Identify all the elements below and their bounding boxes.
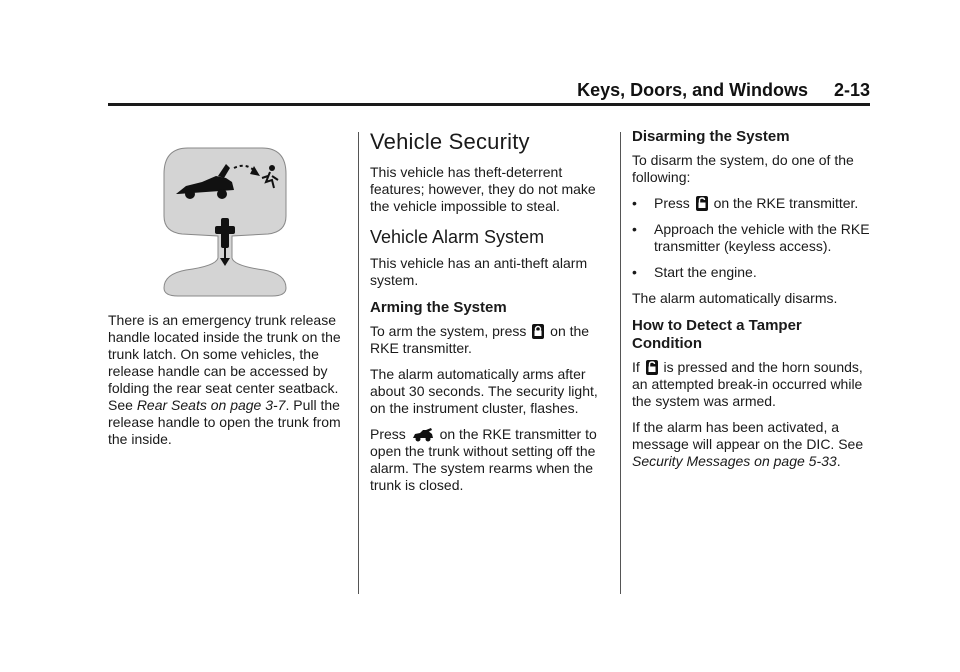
list-item: • Start the engine. — [632, 264, 757, 280]
disarming-heading: Disarming the System — [632, 128, 790, 145]
disarm-options-list — [632, 195, 870, 281]
column-divider-2 — [620, 132, 621, 594]
auto-disarm-paragraph: The alarm automatically disarms. — [632, 290, 838, 306]
trunk-icon — [412, 428, 434, 442]
list-item: • Approach the vehicle with the RKE transmitter (keyless access). — [632, 221, 870, 254]
emergency-release-paragraph: There is an emergency trunk release handle located inside the trunk on the trunk latch. On some vehicles, the release handle can be accessed by folding the rear seat center seatback. See Rear Seats on page 3-7. Pull the release handle to open the trunk from the inside. — [108, 312, 341, 447]
unlock-icon — [646, 360, 658, 375]
column-divider-1 — [358, 132, 359, 594]
dic-paragraph: If the alarm has been activated, a message will appear on the DIC. See Security Messages on page 5-33. — [632, 419, 864, 469]
page-number: 2-13 — [833, 80, 870, 100]
page-header — [108, 80, 870, 104]
column-1 — [108, 128, 350, 457]
tamper-paragraph: If is pressed and the horn sounds, an attempted break-in occurred while the system was armed. — [632, 359, 863, 409]
header-rule — [108, 103, 870, 106]
lock-icon — [532, 324, 544, 339]
vehicle-alarm-heading: Vehicle Alarm System — [370, 227, 545, 247]
arming-paragraph: To arm the system, press on the RKE transmitter. — [370, 323, 590, 356]
vehicle-alarm-text: This vehicle has an anti-theft alarm system. — [370, 255, 588, 288]
auto-arm-paragraph: The alarm automatically arms after about 30 seconds. The security light, on the instrument cluster, flashes. — [370, 366, 598, 416]
list-item: • Press on the RKE transmitter. — [632, 195, 859, 211]
vehicle-security-heading: Vehicle Security — [370, 129, 530, 154]
bullet: • — [632, 221, 637, 237]
unlock-icon — [696, 196, 708, 211]
bullet: • — [632, 195, 637, 211]
trunk-release-handle-illustration — [160, 142, 290, 300]
section-title: Keys, Doors, and Windows — [577, 80, 808, 100]
tamper-heading: How to Detect a Tamper Condition — [632, 317, 802, 352]
bullet: • — [632, 264, 637, 280]
column-2 — [370, 128, 608, 503]
arming-heading: Arming the System — [370, 299, 507, 316]
disarming-intro: To disarm the system, do one of the following: — [632, 152, 854, 185]
column-3 — [632, 128, 870, 479]
rear-seats-reference: Rear Seats on page 3-7 — [136, 397, 286, 413]
security-messages-reference: Security Messages on page 5-33 — [632, 453, 837, 469]
vehicle-security-intro: This vehicle has theft-deterrent features; however, they do not make the vehicle impossible to steal. — [370, 164, 596, 214]
trunk-paragraph: Press on the RKE transmitter to open the trunk without setting off the alarm. The system rearms when the trunk is closed. — [370, 426, 597, 493]
